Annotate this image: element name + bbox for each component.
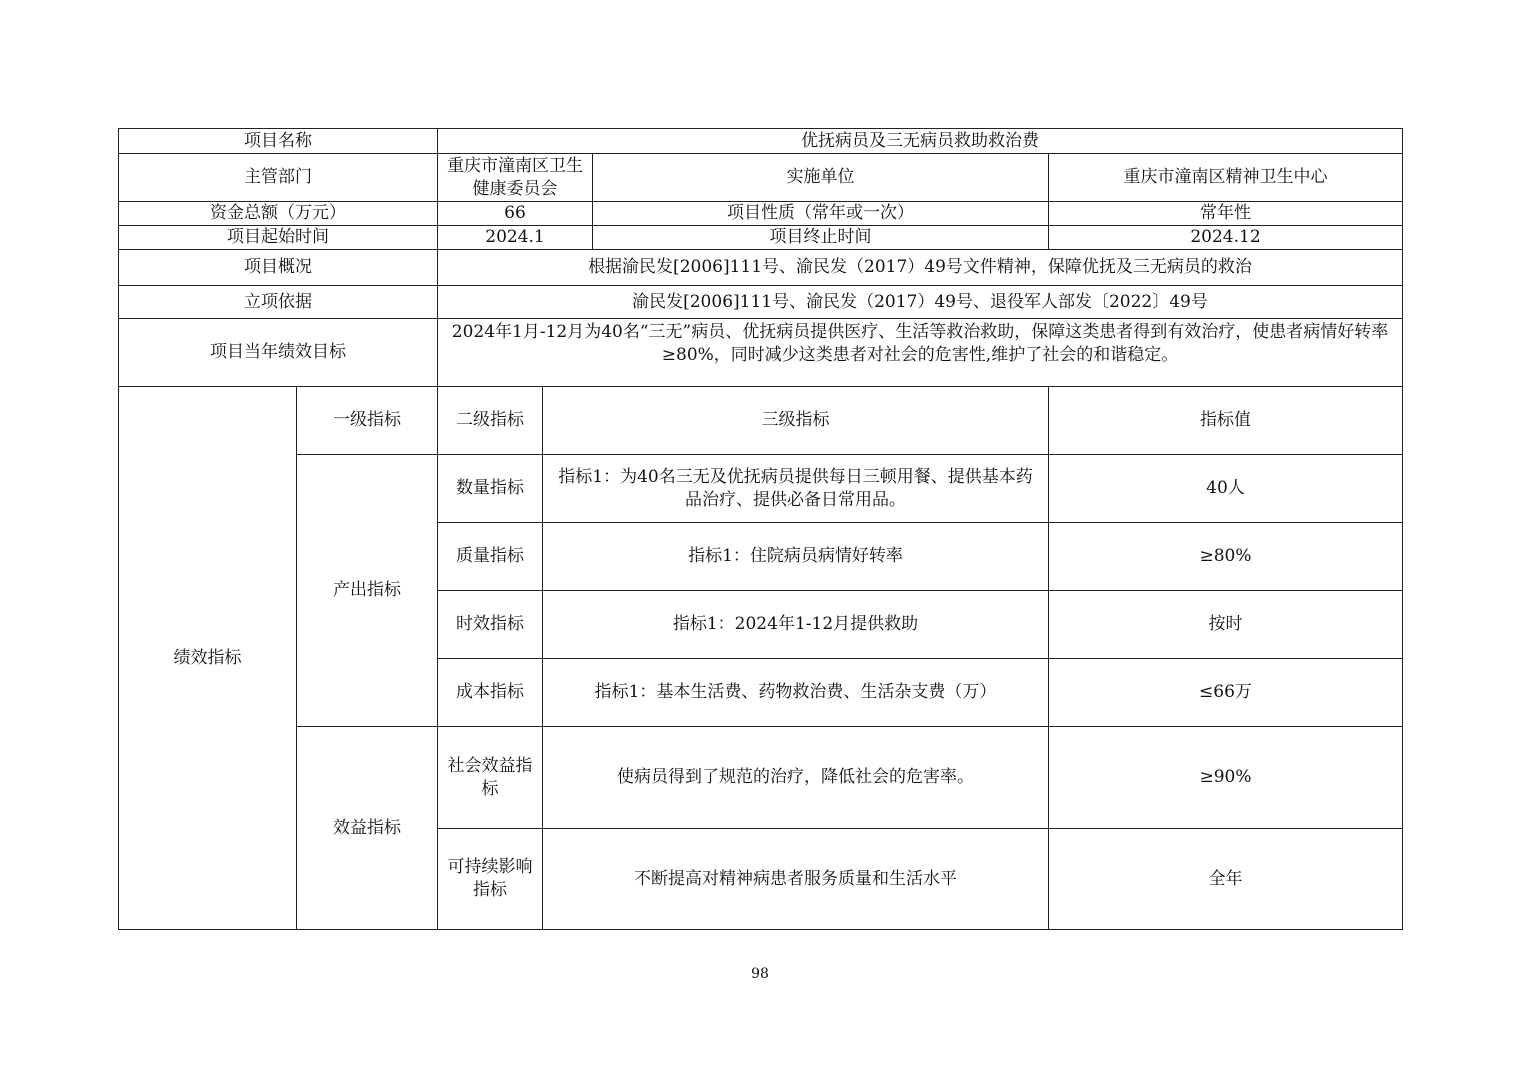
performance-table (118, 128, 1403, 930)
row-level3: 指标1：2024年1-12月提供救助 (543, 591, 1049, 659)
header-level2: 二级指标 (438, 387, 543, 455)
row-level3: 指标1：住院病员病情好转率 (543, 523, 1049, 591)
row-level2: 社会效益指标 (438, 727, 543, 829)
row-level3: 指标1：基本生活费、药物救治费、生活杂支费（万） (543, 659, 1049, 727)
start-time-value: 2024.1 (438, 226, 593, 250)
goal-label: 项目当年绩效目标 (119, 319, 438, 387)
output-indicator-label: 产出指标 (297, 455, 438, 727)
row-level3: 使病员得到了规范的治疗，降低社会的危害率。 (543, 727, 1049, 829)
dept-value: 重庆市潼南区卫生健康委员会 (438, 154, 593, 202)
header-level3: 三级指标 (543, 387, 1049, 455)
start-time-label: 项目起始时间 (119, 226, 438, 250)
end-time-label: 项目终止时间 (593, 226, 1049, 250)
row-level2: 可持续影响指标 (438, 829, 543, 930)
row-value: ≥90% (1049, 727, 1403, 829)
end-time-value: 2024.12 (1049, 226, 1403, 250)
row-level2: 时效指标 (438, 591, 543, 659)
nature-label: 项目性质（常年或一次） (593, 202, 1049, 226)
row-level2: 数量指标 (438, 455, 543, 523)
row-value: 全年 (1049, 829, 1403, 930)
indicators-section-label: 绩效指标 (119, 387, 297, 930)
unit-value: 重庆市潼南区精神卫生中心 (1049, 154, 1403, 202)
basis-value: 渝民发[2006]111号、渝民发（2017）49号、退役军人部发〔2022〕49号 (438, 286, 1403, 319)
page-number: 98 (751, 966, 769, 982)
fund-label: 资金总额（万元） (119, 202, 438, 226)
benefit-indicator-label: 效益指标 (297, 727, 438, 930)
project-name-value: 优抚病员及三无病员救助救治费 (438, 129, 1403, 154)
row-value: 40人 (1049, 455, 1403, 523)
project-name-label: 项目名称 (119, 129, 438, 154)
row-level2: 成本指标 (438, 659, 543, 727)
overview-label: 项目概况 (119, 250, 438, 286)
row-value: ≥80% (1049, 523, 1403, 591)
row-level3: 指标1：为40名三无及优抚病员提供每日三顿用餐、提供基本药品治疗、提供必备日常用品。 (543, 455, 1049, 523)
goal-value: 2024年1月-12月为40名“三无”病员、优抚病员提供医疗、生活等救治救助，保障这类患者得到有效治疗，使患者病情好转率≥80%，同时减少这类患者对社会的危害性,维护了社会的和谐稳定。 (438, 319, 1403, 387)
row-level3: 不断提高对精神病患者服务质量和生活水平 (543, 829, 1049, 930)
row-value: ≤66万 (1049, 659, 1403, 727)
row-value: 按时 (1049, 591, 1403, 659)
row-level2: 质量指标 (438, 523, 543, 591)
overview-value: 根据渝民发[2006]111号、渝民发（2017）49号文件精神，保障优抚及三无病员的救治 (438, 250, 1403, 286)
header-value: 指标值 (1049, 387, 1403, 455)
dept-label: 主管部门 (119, 154, 438, 202)
nature-value: 常年性 (1049, 202, 1403, 226)
fund-value: 66 (438, 202, 593, 226)
header-level1: 一级指标 (297, 387, 438, 455)
unit-label: 实施单位 (593, 154, 1049, 202)
basis-label: 立项依据 (119, 286, 438, 319)
